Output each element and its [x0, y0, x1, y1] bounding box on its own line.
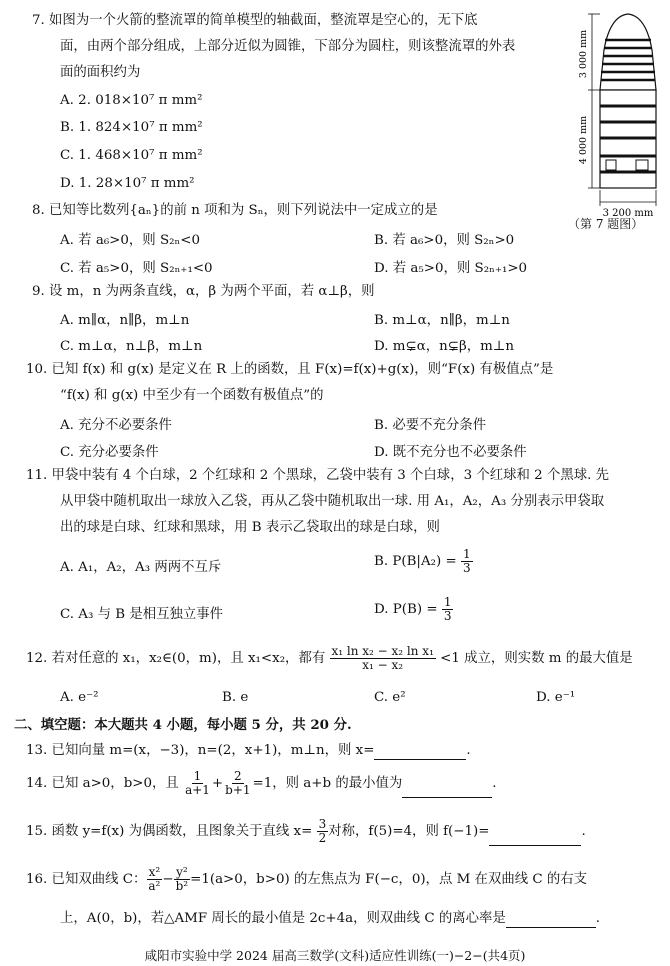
- q7-line-3: 面的面积约为: [60, 65, 141, 80]
- q11-option-d-text: D. P(B) =: [374, 602, 438, 617]
- dim-top-label: 3 000 mm: [578, 29, 589, 79]
- q12-stem-post: <1 成立，则实数 m 的最大值是: [440, 651, 633, 666]
- fraction-numerator: y²: [176, 865, 188, 879]
- q7-line-1: 7. 如图为一个火箭的整流罩的简单模型的轴截面，整流罩是空心的，无下底: [32, 13, 478, 28]
- q16-line-2: [60, 910, 600, 928]
- q14-fraction-2: [223, 770, 252, 797]
- q13-text: 13. 已知向量 m=(x，−3)，n=(2，x+1)，m⊥n，则 x=: [26, 743, 375, 758]
- q11-option-d-fraction: [442, 596, 454, 623]
- q8-option-a: A. 若 a₆>0，则 S₂ₙ<0: [60, 233, 201, 248]
- q12-option-a: A. e⁻²: [60, 690, 99, 705]
- q16-pre: 16. 已知双曲线 C：: [26, 872, 147, 887]
- q14-period: .: [492, 776, 497, 791]
- fraction-numerator: 1: [443, 595, 452, 609]
- fraction-denominator: a²: [148, 879, 161, 893]
- q13: [26, 742, 471, 760]
- q12-stem: [26, 645, 633, 673]
- q12-option-d: D. e⁻¹: [536, 690, 576, 705]
- q9-option-c: C. m⊥α，n⊥β，m⊥n: [60, 339, 203, 354]
- q13-period: .: [466, 743, 471, 758]
- q16-fraction-1: [146, 866, 162, 893]
- section-heading: 二、填空题：本大题共 4 小题，每小题 5 分，共 20 分.: [14, 717, 352, 733]
- q11-line-3: 出的球是白球、红球和黑球，用 B 表示乙袋取出的球是白球，则: [60, 520, 440, 535]
- q9-option-d: D. m⊊α，n⊊β，m⊥n: [374, 339, 515, 354]
- q16-line-2-text: 上，A(0，b)，若△AMF 周长的最小值是 2c+4a，则双曲线 C 的离心率是: [60, 911, 506, 926]
- fraction-denominator: b+1: [225, 783, 251, 797]
- q9-option-a: A. m∥α，n∥β，m⊥n: [60, 313, 190, 328]
- q15: [26, 818, 586, 846]
- fraction-numerator: x²: [148, 865, 161, 879]
- q8-stem: 8. 已知等比数列{aₙ}的前 n 项和为 Sₙ，则下列说法中一定成立的是: [32, 203, 438, 218]
- q14-fraction-1: [183, 770, 212, 797]
- q16-period: .: [595, 911, 601, 926]
- q11-option-d: [374, 596, 453, 623]
- fraction-denominator: 2: [318, 831, 327, 845]
- q15-pre: 15. 函数 y=f(x) 为偶函数，且图象关于直线 x=: [26, 824, 313, 839]
- q7-option-d: D. 1. 28×10⁷ π mm²: [60, 176, 195, 191]
- fraction-denominator: x₁ − x₂: [362, 658, 404, 672]
- fraction-numerator: 3: [318, 817, 327, 831]
- q11-option-b-text: B. P(B|A₂) =: [374, 554, 457, 569]
- fraction-numerator: 2: [234, 769, 242, 783]
- q11-option-a: A. A₁，A₂，A₃ 两两不互斥: [60, 560, 222, 575]
- q12-fraction: [330, 645, 436, 672]
- q11-line-1: 11. 甲袋中装有 4 个白球，2 个红球和 2 个黑球，乙袋中装有 3 个白球，3 个红球和 2 个黑球. 先: [26, 468, 610, 483]
- q14: [26, 770, 497, 798]
- fraction-denominator: 3: [462, 561, 471, 575]
- fraction-numerator: x₁ ln x₂ − x₂ ln x₁: [331, 644, 434, 658]
- q11-option-b: [374, 548, 473, 575]
- q10-line-2: “f(x) 和 g(x) 中至少有一个函数有极值点”的: [60, 388, 324, 403]
- q9-option-b: B. m⊥α，n∥β，m⊥n: [374, 313, 510, 328]
- q11-option-b-fraction: [461, 548, 473, 575]
- q15-period: .: [581, 824, 586, 839]
- q15-fraction: [317, 818, 329, 845]
- q8-option-d: D. 若 a₅>0，则 S₂ₙ₊₁>0: [374, 261, 528, 276]
- q7-option-b: B. 1. 824×10⁷ π mm²: [60, 120, 203, 135]
- q12-option-c: C. e²: [374, 690, 406, 705]
- fairing-diagram: [548, 10, 666, 235]
- q10-option-c: C. 充分必要条件: [60, 445, 159, 460]
- dim-width-label: 3 200 mm: [602, 208, 654, 219]
- q16-post: =1(a>0，b>0) 的左焦点为 F(−c，0)，点 M 在双曲线 C 的右支: [190, 872, 588, 887]
- q14-post: =1，则 a+b 的最小值为: [252, 776, 403, 791]
- q16-fraction-2: [174, 866, 191, 893]
- q14-answer-blank[interactable]: [402, 783, 492, 798]
- fraction-denominator: b²: [175, 879, 189, 893]
- q14-plus: +: [211, 776, 224, 791]
- q7-option-a: A. 2. 018×10⁷ π mm²: [60, 93, 203, 108]
- fraction-numerator: 1: [193, 769, 202, 783]
- q10-option-b: B. 必要不充分条件: [374, 418, 487, 433]
- dim-bottom-label: 4 000 mm: [578, 115, 589, 165]
- q13-answer-blank[interactable]: [374, 745, 466, 760]
- q10-line-1: 10. 已知 f(x) 和 g(x) 是定义在 R 上的函数，且 F(x)=f(x)+g(x)，则“F(x) 有极值点”是: [26, 362, 554, 377]
- figure-caption: （第 7 题图）: [568, 217, 644, 231]
- fraction-denominator: 3: [443, 609, 452, 623]
- q7-line-2: 面，由两个部分组成，上部分近似为圆锥，下部分为圆柱，则该整流罩的外表: [60, 39, 516, 54]
- q9-stem: 9. 设 m，n 为两条直线，α，β 为两个平面，若 α⊥β，则: [32, 284, 375, 299]
- fraction-numerator: 1: [462, 547, 471, 561]
- page-footer: 咸阳市实验中学 2024 届高三数学(文科)适应性训练(一)−2−(共4页): [144, 948, 526, 963]
- q12-stem-pre: 12. 若对任意的 x₁，x₂∈(0，m)，且 x₁<x₂，都有: [26, 651, 326, 666]
- q15-post: 对称，f(5)=4，则 f(−1)=: [328, 824, 490, 839]
- q8-option-b: B. 若 a₆>0，则 S₂ₙ>0: [374, 233, 515, 248]
- q10-option-a: A. 充分不必要条件: [60, 418, 172, 433]
- q14-pre: 14. 已知 a>0，b>0，且: [26, 776, 179, 791]
- rocket-fairing-figure: [548, 10, 666, 235]
- q11-option-c: C. A₃ 与 B 是相互独立事件: [60, 607, 224, 622]
- q8-option-c: C. 若 a₅>0，则 S₂ₙ₊₁<0: [60, 261, 213, 276]
- q16-line-1: [26, 866, 587, 894]
- q7-option-c: C. 1. 468×10⁷ π mm²: [60, 148, 203, 163]
- q16-minus: −: [162, 872, 174, 887]
- q11-line-2: 从甲袋中随机取出一球放入乙袋，再从乙袋中随机取出一球. 用 A₁，A₂，A₃ 分别表示甲袋取: [60, 494, 605, 509]
- q10-option-d: D. 既不充分也不必要条件: [374, 445, 527, 460]
- q12-option-b: B. e: [222, 690, 249, 705]
- fraction-denominator: a+1: [185, 783, 210, 797]
- q16-answer-blank[interactable]: [506, 913, 596, 928]
- q15-answer-blank[interactable]: [489, 831, 581, 846]
